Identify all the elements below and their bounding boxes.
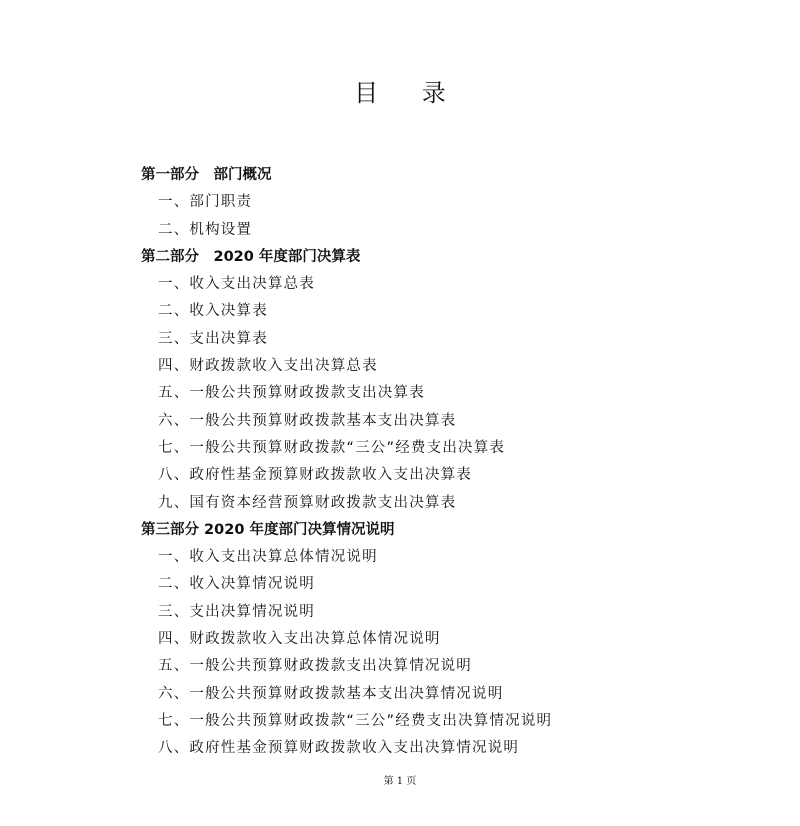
toc-item[interactable]: 四、财政拨款收入支出决算总表 [158,358,378,375]
page-title: 目 录 [354,79,464,107]
toc-item[interactable]: 二、机构设置 [158,221,253,238]
toc-part-2[interactable]: 第二部分 2020 年度部门决算表 [141,248,361,265]
toc-item[interactable]: 七、一般公共预算财政拨款“三公”经费支出决算表 [158,439,506,456]
toc-item[interactable]: 六、一般公共预算财政拨款基本支出决算表 [158,412,457,429]
toc-item[interactable]: 一、部门职责 [158,194,253,211]
table-of-contents [0,162,800,763]
page-number: 第 1 页 [383,776,417,787]
toc-item[interactable]: 四、财政拨款收入支出决算总体情况说明 [158,631,441,648]
toc-item[interactable]: 三、支出决算情况说明 [158,603,315,620]
toc-item[interactable]: 一、收入支出决算总表 [158,276,315,293]
toc-item[interactable]: 一、收入支出决算总体情况说明 [158,549,378,566]
toc-item[interactable]: 八、政府性基金预算财政拨款收入支出决算表 [158,467,472,484]
toc-item[interactable]: 二、收入决算情况说明 [158,576,315,593]
toc-item[interactable]: 五、一般公共预算财政拨款支出决算情况说明 [158,658,472,675]
toc-item[interactable]: 九、国有资本经营预算财政拨款支出决算表 [158,494,457,511]
toc-item[interactable]: 八、政府性基金预算财政拨款收入支出决算情况说明 [158,740,520,757]
toc-part-1[interactable]: 第一部分 部门概况 [141,167,272,183]
toc-item[interactable]: 三、支出决算表 [158,330,268,347]
toc-item[interactable]: 二、收入决算表 [158,303,268,320]
toc-item[interactable]: 五、一般公共预算财政拨款支出决算表 [158,385,425,402]
toc-item[interactable]: 六、一般公共预算财政拨款基本支出决算情况说明 [158,685,504,702]
toc-item[interactable]: 七、一般公共预算财政拨款“三公”经费支出决算情况说明 [158,712,553,729]
toc-part-3[interactable]: 第三部分 2020 年度部门决算情况说明 [141,521,395,538]
